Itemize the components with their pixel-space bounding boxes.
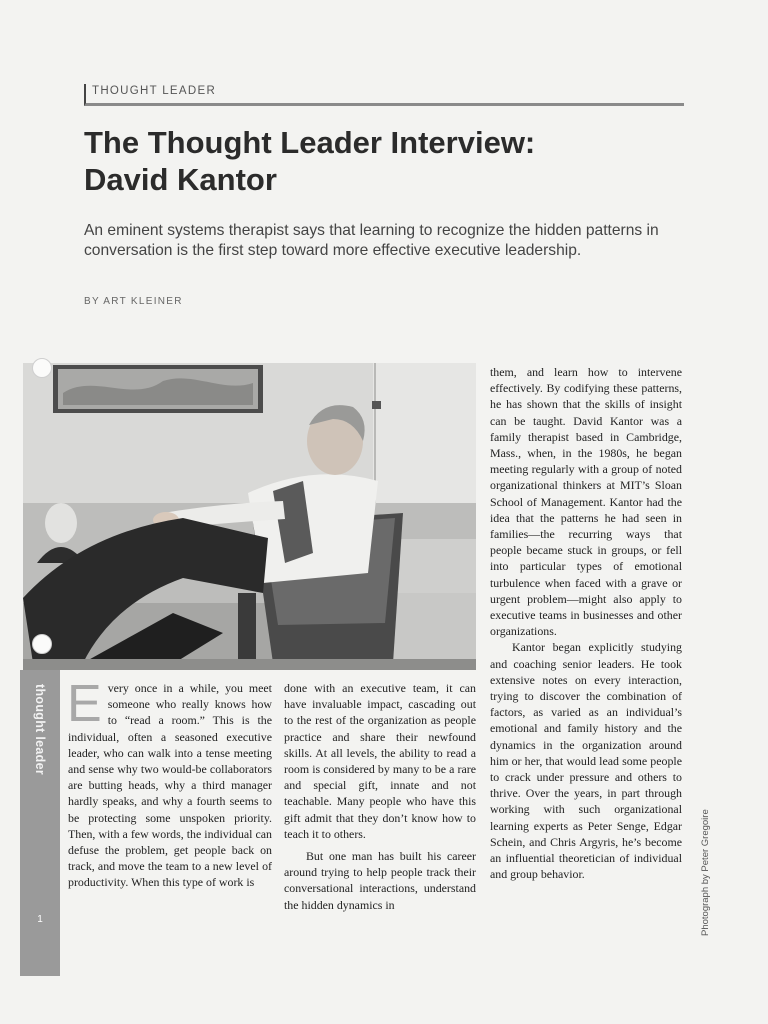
body-paragraph: [67, 675, 272, 891]
body-column-1: [67, 675, 272, 891]
body-paragraph: Kantor began explicitly studying and coaching senior leaders. He took extensive notes on every interaction, trying to discover the combination of factors, as varied as an individual’s emotional and family history and the dynamics in the organization around him or her, that would lead some people to crack under pressure and others to thrive. Over the years, in part through working with such organizational learning experts as Peter Senge, Edgar Schein, and Chris Argyris, he’s become an influential theoretician of individual and group behavior.: [490, 640, 682, 882]
punch-hole: [32, 634, 52, 654]
body-column-3: [490, 364, 682, 883]
article-deck: An eminent systems therapist says that learning to recognize the hidden patterns in conversation is the first step toward more effective executive leadership.: [84, 222, 659, 259]
section-label-text: THOUGHT LEADER: [92, 85, 217, 97]
title-line-2: David Kantor: [84, 162, 277, 197]
page-number: 1: [37, 914, 43, 925]
side-tab-label: thought leader: [33, 684, 47, 776]
article-title: [84, 124, 704, 198]
portrait-photo-illustration: [23, 363, 476, 670]
title-line-1: The Thought Leader Interview:: [84, 125, 536, 160]
side-tab: [20, 670, 60, 976]
body-paragraph: them, and learn how to intervene effectively. By codifying these patterns, he has shown that the skills of insight can be taught. David Kantor was a family therapist based in Cambridge, Mass., when, in the 1980s, he began meeting regularly with a group of noted organizational thinkers at MIT’s Sloan School of Management. Kantor had the idea that the patterns he had seen in families—the recurring ways that people became stuck in groups, or fell into particular types of emotional turbulence when faced with a grave or urgent problem—might also apply to executive teams in businesses and other organizations.: [490, 365, 682, 639]
body-column-2: [284, 680, 476, 913]
drop-cap: E: [67, 675, 102, 733]
body-paragraph: done with an executive team, it can have invaluable impact, cascading out to the rest of the organization as people practice and share their newfound skills. At all levels, the ability to read a room is considered by many to be a rare and special gift, innate and not teachable. Many people who have this gift admit that they don’t know how to teach it to others.: [284, 681, 476, 841]
photo-credit: Photograph by Peter Gregoire: [700, 809, 711, 936]
byline: BY ART KLEINER: [84, 296, 183, 307]
paragraph-text: very once in a while, you meet someone who really knows how to “read a room.” This is the individual, often a seasoned executive leader, who can walk into a tense meeting and sense why two would-be collaborators are butting heads, why a third manager hardly speaks, and why a fourth seems to be protecting some unspoken priority. Then, with a few words, the individual can defuse the problem, get people back on track, and move the team to a new level of productivity. When this type of work is: [68, 681, 272, 890]
portrait-photo: [23, 363, 476, 670]
body-paragraph: But one man has built his career around trying to help people track their conversational interactions, understand the hidden dynamics in: [284, 849, 476, 912]
section-label: [84, 84, 684, 106]
punch-hole: [32, 358, 52, 378]
